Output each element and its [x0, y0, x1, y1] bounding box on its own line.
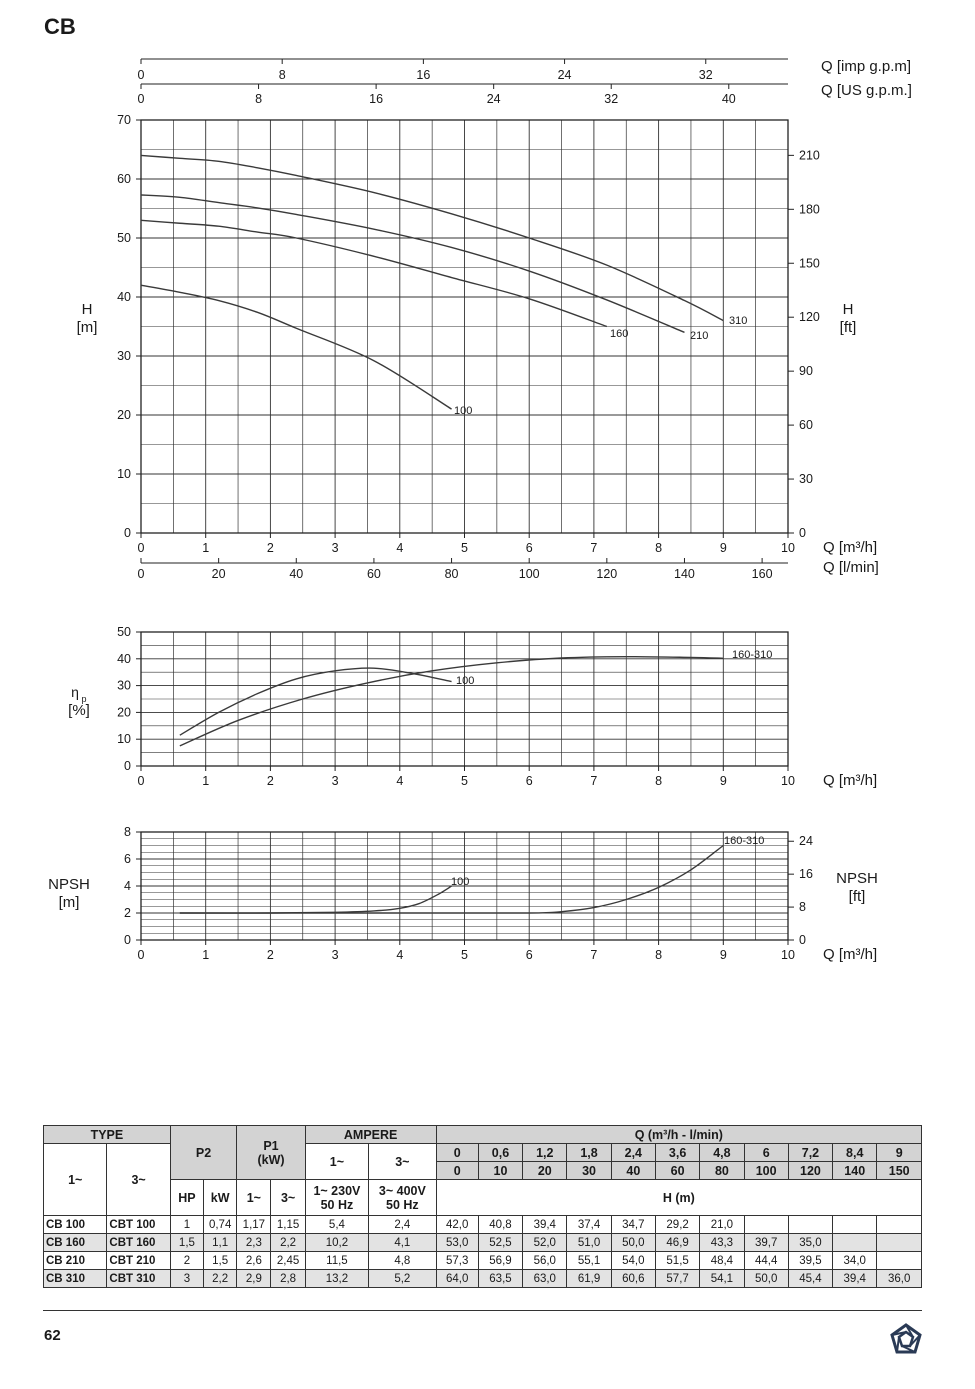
y-tick-label: 10 — [117, 732, 131, 747]
y-right-tick-label: 60 — [799, 418, 813, 433]
head-cell — [877, 1252, 922, 1270]
head-cell: 53,0 — [436, 1234, 478, 1252]
head-cell: 37,4 — [567, 1216, 611, 1234]
head-cell: 39,4 — [833, 1270, 877, 1288]
q-lmin-header: 60 — [655, 1162, 699, 1180]
series-label-310: 310 — [729, 315, 748, 327]
x-tick-label: 2 — [266, 948, 274, 962]
h-header: H (m) — [436, 1180, 921, 1216]
q-header: Q (m³/h - l/min) — [436, 1126, 921, 1144]
head-cell: 51,5 — [655, 1252, 699, 1270]
table-row — [44, 1270, 922, 1288]
x-axis-label: Q [m³/h] — [823, 772, 878, 789]
x-tick-label: 10 — [781, 541, 795, 555]
x-tick-label: 9 — [719, 774, 727, 788]
y-right-tick-label: 120 — [799, 310, 820, 325]
head-cell: 63,0 — [523, 1270, 567, 1288]
head-cell: 56,0 — [523, 1252, 567, 1270]
head-cell: 52,0 — [523, 1234, 567, 1252]
top-us-tick-label: 24 — [486, 92, 501, 106]
y-axis-label: NPSH — [48, 876, 90, 893]
q-m3h-header: 7,2 — [788, 1144, 832, 1162]
y-right-tick-label: 90 — [799, 364, 813, 379]
p1-3-cell: 2,2 — [271, 1234, 305, 1252]
y-tick-label: 60 — [117, 172, 131, 186]
head-cell — [877, 1216, 922, 1234]
amp-1-cell: 13,2 — [305, 1270, 368, 1288]
q-m3h-header: 4,8 — [700, 1144, 744, 1162]
x-tick-label: 6 — [525, 541, 533, 555]
y-right-tick-label: 150 — [799, 256, 820, 271]
p1-1-cell: 2,9 — [237, 1270, 271, 1288]
x-tick-label: 9 — [719, 948, 727, 962]
amp-1-volt: 1~ 230V — [313, 1183, 361, 1198]
head-cell: 39,4 — [523, 1216, 567, 1234]
y-right-axis-label: [ft] — [848, 888, 866, 905]
x-tick-label: 7 — [590, 541, 598, 555]
q-lmin-header: 120 — [788, 1162, 832, 1180]
type-3-cell: CBT 210 — [107, 1252, 170, 1270]
amp-1-cell: 10,2 — [305, 1234, 368, 1252]
amp-3-cell: 4,1 — [369, 1234, 436, 1252]
type-1-cell: CB 310 — [44, 1270, 107, 1288]
amp-1-cell: 11,5 — [305, 1252, 368, 1270]
top-imp-tick-label: 32 — [698, 68, 713, 82]
x-axis-label: Q [m³/h] — [823, 539, 878, 556]
x-tick-label: 2 — [266, 541, 274, 555]
head-cell: 46,9 — [655, 1234, 699, 1252]
kw-header: kW — [204, 1180, 237, 1216]
top-imp-tick-label: 16 — [416, 68, 431, 82]
series-label-210: 210 — [690, 330, 709, 342]
y-tick-label: 50 — [117, 625, 131, 639]
top-us-tick-label: 16 — [369, 92, 384, 106]
x2-tick-label: 0 — [137, 567, 145, 581]
y-tick-label: 10 — [117, 467, 131, 481]
x2-tick-label: 100 — [518, 567, 540, 581]
amp-3-volt: 3~ 400V — [378, 1183, 426, 1198]
q-m3h-header: 3,6 — [655, 1144, 699, 1162]
q-m3h-header: 0 — [436, 1144, 478, 1162]
y-tick-label: 0 — [124, 526, 131, 540]
amp-1-cell: 5,4 — [305, 1216, 368, 1234]
head-cell: 34,0 — [833, 1252, 877, 1270]
head-cell: 61,9 — [567, 1270, 611, 1288]
q-m3h-header: 9 — [877, 1144, 922, 1162]
amp-1-hz: 50 Hz — [320, 1197, 354, 1212]
kw-cell: 1,5 — [204, 1252, 237, 1270]
x-tick-label: 7 — [590, 948, 598, 962]
q-m3h-header: 8,4 — [833, 1144, 877, 1162]
p1-3-header: 3~ — [271, 1180, 305, 1216]
y-right-axis-label: NPSH — [836, 870, 878, 887]
series-line-100 — [141, 285, 452, 409]
p1-1-cell: 1,17 — [237, 1216, 271, 1234]
x-tick-label: 3 — [331, 541, 339, 555]
head-cell — [788, 1216, 832, 1234]
p1-3-cell: 2,45 — [271, 1252, 305, 1270]
head-cell: 64,0 — [436, 1270, 478, 1288]
p1-unit: (kW) — [257, 1152, 285, 1167]
head-cell: 57,7 — [655, 1270, 699, 1288]
y-tick-label: 50 — [117, 231, 131, 245]
top-imp-tick-label: 0 — [137, 68, 145, 82]
p1-header — [237, 1126, 305, 1180]
y-tick-label: 70 — [117, 113, 131, 127]
y-right-tick-label: 180 — [799, 202, 820, 217]
head-cell: 42,0 — [436, 1216, 478, 1234]
q-lmin-header: 140 — [833, 1162, 877, 1180]
q-m3h-header: 1,8 — [567, 1144, 611, 1162]
series-line-160-310 — [180, 657, 723, 746]
p2-header: P2 — [170, 1126, 236, 1180]
table-row — [44, 1252, 922, 1270]
top-imp-axis-label: Q [imp g.p.m] — [821, 58, 912, 75]
y-tick-label: 20 — [117, 408, 131, 422]
ampere-header: AMPERE — [305, 1126, 436, 1144]
x-tick-label: 0 — [137, 948, 145, 962]
y-tick-label: 4 — [124, 879, 131, 893]
head-cell: 40,8 — [478, 1216, 522, 1234]
kw-cell: 2,2 — [204, 1270, 237, 1288]
series-label-100: 100 — [456, 675, 475, 687]
table-header-row — [44, 1126, 922, 1144]
page-number: 62 — [44, 1327, 61, 1344]
top-imp-tick-label: 24 — [557, 68, 572, 82]
type-3-cell: CBT 310 — [107, 1270, 170, 1288]
p1-1-cell: 2,3 — [237, 1234, 271, 1252]
x-tick-label: 7 — [590, 774, 598, 788]
hp-cell: 2 — [170, 1252, 203, 1270]
head-cell: 56,9 — [478, 1252, 522, 1270]
y-tick-label: 0 — [124, 933, 131, 947]
y-axis-label: [m] — [76, 319, 98, 336]
y-tick-label: 30 — [117, 678, 131, 693]
amp-3-hz: 50 Hz — [386, 1197, 419, 1212]
hp-header: HP — [170, 1180, 203, 1216]
q-m3h-header: 0,6 — [478, 1144, 522, 1162]
top-imp-tick-label: 8 — [278, 68, 286, 82]
footer-divider — [43, 1310, 922, 1311]
head-cell: 50,0 — [744, 1270, 788, 1288]
x-tick-label: 6 — [525, 948, 533, 962]
type-3-header: 3~ — [107, 1144, 170, 1216]
x-tick-label: 0 — [137, 541, 145, 555]
q-lmin-header: 0 — [436, 1162, 478, 1180]
x-tick-label: 6 — [525, 774, 533, 788]
head-cell: 51,0 — [567, 1234, 611, 1252]
q-lmin-header: 20 — [523, 1162, 567, 1180]
top-us-tick-label: 40 — [721, 92, 736, 106]
x-tick-label: 4 — [396, 774, 404, 788]
p1-1-cell: 2,6 — [237, 1252, 271, 1270]
x-tick-label: 4 — [396, 948, 404, 962]
y-axis-label: [%] — [68, 702, 90, 719]
y-tick-label: 8 — [124, 825, 131, 839]
head-cell: 21,0 — [700, 1216, 744, 1234]
y-axis-label-subscript: p — [81, 694, 87, 704]
head-cell: 39,7 — [744, 1234, 788, 1252]
x-tick-label: 5 — [461, 774, 468, 788]
y-tick-label: 6 — [124, 852, 131, 866]
y-tick-label: 40 — [117, 290, 131, 304]
performance-table — [43, 1125, 922, 1288]
type-3-cell: CBT 160 — [107, 1234, 170, 1252]
top-us-tick-label: 0 — [137, 92, 145, 106]
y-right-tick-label: 30 — [799, 472, 813, 487]
head-cell: 43,3 — [700, 1234, 744, 1252]
pentagon-swirl-logo — [888, 1322, 924, 1358]
head-cell: 45,4 — [788, 1270, 832, 1288]
head-cell: 50,0 — [611, 1234, 655, 1252]
head-cell: 39,5 — [788, 1252, 832, 1270]
kw-cell: 1,1 — [204, 1234, 237, 1252]
q-lmin-header: 40 — [611, 1162, 655, 1180]
q-lmin-header: 30 — [567, 1162, 611, 1180]
y-right-tick-label: 8 — [799, 900, 806, 915]
table-row — [44, 1216, 922, 1234]
y-right-tick-label: 24 — [799, 834, 813, 849]
page-title: CB — [44, 14, 76, 39]
head-cell: 48,4 — [700, 1252, 744, 1270]
head-cell: 60,6 — [611, 1270, 655, 1288]
y-tick-label: 0 — [124, 759, 131, 773]
y-right-tick-label: 0 — [799, 933, 806, 947]
head-cell: 52,5 — [478, 1234, 522, 1252]
head-cell: 29,2 — [655, 1216, 699, 1234]
q-lmin-header: 150 — [877, 1162, 922, 1180]
x-tick-label: 10 — [781, 774, 795, 788]
x-tick-label: 8 — [655, 774, 663, 788]
x2-axis-label: Q [l/min] — [823, 559, 879, 576]
type-header: TYPE — [44, 1126, 171, 1144]
amp-1-header: 1~ — [305, 1144, 368, 1180]
head-cell — [833, 1216, 877, 1234]
y-axis-label: η — [71, 684, 79, 700]
y-right-axis-label: H — [842, 301, 854, 318]
series-line-100 — [180, 668, 452, 735]
p1-title: P1 — [263, 1138, 279, 1153]
head-cell — [833, 1234, 877, 1252]
table-header-row — [44, 1180, 922, 1216]
type-1-cell: CB 160 — [44, 1234, 107, 1252]
q-lmin-header: 100 — [744, 1162, 788, 1180]
x2-tick-label: 120 — [596, 567, 618, 581]
head-cell: 54,0 — [611, 1252, 655, 1270]
type-3-cell: CBT 100 — [107, 1216, 170, 1234]
x-tick-label: 4 — [396, 541, 404, 555]
head-cell: 44,4 — [744, 1252, 788, 1270]
x-tick-label: 0 — [137, 774, 145, 788]
x2-tick-label: 60 — [366, 567, 381, 581]
x2-tick-label: 140 — [674, 567, 695, 581]
x2-tick-label: 160 — [751, 567, 773, 581]
y-right-axis-label: [ft] — [839, 319, 857, 336]
type-1-cell: CB 210 — [44, 1252, 107, 1270]
x-tick-label: 10 — [781, 948, 795, 962]
hp-cell: 3 — [170, 1270, 203, 1288]
x2-tick-label: 20 — [211, 567, 226, 581]
top-us-tick-label: 8 — [255, 92, 263, 106]
table-row — [44, 1234, 922, 1252]
q-m3h-header: 1,2 — [523, 1144, 567, 1162]
series-label-160-310: 160-310 — [732, 649, 773, 661]
amp-3-volt-header — [369, 1180, 436, 1216]
y-tick-label: 30 — [117, 349, 131, 363]
top-us-tick-label: 32 — [604, 92, 619, 106]
head-cell: 36,0 — [877, 1270, 922, 1288]
p1-3-cell: 2,8 — [271, 1270, 305, 1288]
kw-cell: 0,74 — [204, 1216, 237, 1234]
p1-1-header: 1~ — [237, 1180, 271, 1216]
head-cell: 57,3 — [436, 1252, 478, 1270]
x-tick-label: 8 — [655, 948, 663, 962]
x-tick-label: 9 — [719, 541, 727, 555]
x-tick-label: 3 — [331, 774, 339, 788]
y-axis-label: H — [81, 301, 93, 318]
series-label-100: 100 — [454, 405, 473, 417]
amp-3-cell: 5,2 — [369, 1270, 436, 1288]
series-label-100: 100 — [451, 876, 470, 888]
y-right-tick-label: 16 — [799, 867, 813, 882]
head-cell: 63,5 — [478, 1270, 522, 1288]
y-right-tick-label: 210 — [799, 148, 820, 163]
hp-cell: 1 — [170, 1216, 203, 1234]
q-lmin-header: 10 — [478, 1162, 522, 1180]
q-lmin-header: 80 — [700, 1162, 744, 1180]
amp-3-header: 3~ — [369, 1144, 436, 1180]
x-axis-label: Q [m³/h] — [823, 946, 878, 963]
head-cell: 35,0 — [788, 1234, 832, 1252]
x-tick-label: 8 — [655, 541, 663, 555]
x-tick-label: 1 — [202, 774, 210, 788]
q-m3h-header: 6 — [744, 1144, 788, 1162]
amp-3-cell: 2,4 — [369, 1216, 436, 1234]
q-m3h-header: 2,4 — [611, 1144, 655, 1162]
y-tick-label: 2 — [124, 906, 131, 920]
p1-3-cell: 1,15 — [271, 1216, 305, 1234]
head-cell — [877, 1234, 922, 1252]
top-us-axis-label: Q [US g.p.m.] — [821, 82, 912, 99]
x-tick-label: 1 — [202, 541, 210, 555]
head-cell — [744, 1216, 788, 1234]
x-tick-label: 3 — [331, 948, 339, 962]
x-tick-label: 5 — [461, 948, 468, 962]
x2-tick-label: 80 — [444, 567, 459, 581]
x-tick-label: 5 — [461, 541, 468, 555]
amp-3-cell: 4,8 — [369, 1252, 436, 1270]
x-tick-label: 1 — [202, 948, 210, 962]
y-right-tick-label: 0 — [799, 526, 806, 540]
head-cell: 34,7 — [611, 1216, 655, 1234]
series-label-160-310: 160-310 — [724, 835, 765, 847]
head-cell: 54,1 — [700, 1270, 744, 1288]
y-tick-label: 20 — [117, 705, 131, 720]
type-1-header: 1~ — [44, 1144, 107, 1216]
y-axis-label: [m] — [58, 894, 80, 911]
head-cell: 55,1 — [567, 1252, 611, 1270]
type-1-cell: CB 100 — [44, 1216, 107, 1234]
hp-cell: 1,5 — [170, 1234, 203, 1252]
amp-1-volt-header — [305, 1180, 368, 1216]
x2-tick-label: 40 — [289, 567, 304, 581]
series-label-160: 160 — [610, 328, 629, 340]
y-tick-label: 40 — [117, 651, 131, 666]
x-tick-label: 2 — [266, 774, 274, 788]
